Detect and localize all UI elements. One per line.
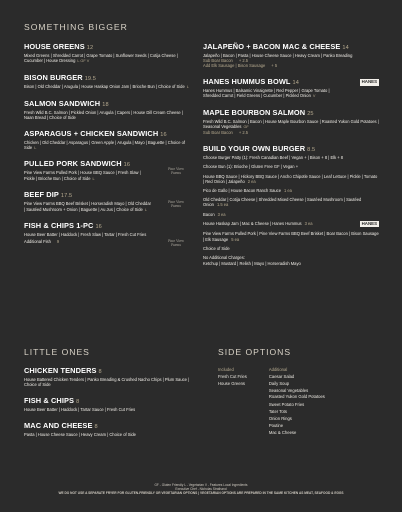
byo-option-text: Old Cheddar | Cotija Cheese | Shredded Mixed Cheese | Sautéed Mushroom | Sautéed Onion bbox=[203, 197, 362, 208]
right-menu-column bbox=[203, 42, 379, 270]
included-sides bbox=[218, 366, 247, 436]
byo-options-list bbox=[203, 164, 379, 266]
pine-view-farms-logo: Pine View Farms bbox=[168, 200, 184, 209]
dietary-tag: GF bbox=[243, 125, 249, 130]
byo-option-text: Pico de Gallo | House Bacon Ranch Sauce bbox=[203, 187, 281, 193]
item-price: 14 bbox=[342, 45, 349, 51]
additional-heading: Additional bbox=[268, 367, 288, 372]
byo-option-text: House Haskap Jam | Mac & Cheese | Hanes Hummus bbox=[203, 220, 302, 226]
item-name: BEEF DIP bbox=[24, 190, 59, 200]
side-item: Fresh Cut Fries bbox=[218, 374, 247, 379]
menu-item-beef-dip bbox=[24, 190, 189, 212]
side-options-table bbox=[218, 366, 331, 436]
addon-price: + 5 bbox=[271, 63, 278, 69]
menu-item-kids-fish-and-chips bbox=[24, 396, 194, 412]
menu-item-chicken-tenders bbox=[24, 366, 194, 387]
addon-label: Sub Boar Bacon bbox=[203, 58, 233, 64]
item-price: 12 bbox=[86, 45, 94, 51]
menu-item-fish-and-chips bbox=[24, 221, 189, 247]
item-description: Hanes Hummus | Balsamic Vinaigrette | Red Pepper | Grape Tomato | Shredded Carrot | Field Greens | Cucumber | Pickled Onion bbox=[203, 88, 330, 99]
menu-item-house-greens bbox=[24, 42, 189, 64]
item-name: FISH & CHIPS 1-PC bbox=[24, 221, 94, 231]
byo-option-price: 1 ea bbox=[283, 187, 292, 193]
item-description: Mixed Greens | Shredded Carrot | Grape Tomato | Sunflower Seeds | Cotija Cheese | Cucumber | House Dressing bbox=[24, 53, 178, 64]
item-price: 8 bbox=[94, 423, 98, 430]
byo-option-price: 1.5 ea bbox=[216, 202, 229, 208]
byo-option-text: Ketchup | Mustard | Relish | Mayo | Horseradish Mayo bbox=[203, 261, 301, 267]
side-item: Mac & Cheese bbox=[268, 430, 297, 435]
byo-option-row bbox=[203, 255, 379, 260]
byo-option-text: House BBQ Sauce | Hickory BBQ Sauce | Ancho Chipotle Sauce | Leaf Lettuce | Pickle | Tomato | Red Onion | Jalapeño bbox=[203, 173, 378, 184]
side-item: Roasted Yukon Gold Potatoes bbox=[268, 394, 325, 399]
byo-option-row bbox=[203, 212, 379, 217]
byo-option-row bbox=[203, 197, 379, 207]
additional-sides bbox=[269, 366, 331, 436]
byo-option-row bbox=[203, 246, 379, 251]
menu-item-pulled-pork-sandwich bbox=[24, 159, 189, 181]
item-name: HANES HUMMUS BOWL bbox=[203, 77, 291, 87]
side-item: Caesar Salad bbox=[268, 374, 295, 379]
side-item: Poutine bbox=[268, 423, 284, 428]
menu-item-bison-burger bbox=[24, 73, 189, 90]
item-name: HOUSE GREENS bbox=[24, 42, 85, 51]
item-name: MAPLE BOURBON SALMON bbox=[203, 108, 306, 118]
hanes-logo: HANES bbox=[361, 79, 377, 85]
side-item: House Greens bbox=[218, 381, 245, 386]
hanes-logo: HANES bbox=[361, 220, 377, 226]
byo-option-row bbox=[203, 188, 379, 193]
included-heading: Included bbox=[218, 367, 234, 372]
item-description: Bison | Old Cheddar | Arugula | House Haskap Onion Jam | Brioche Bun | Choice of Side bbox=[24, 83, 185, 89]
item-description: Pasta | House Cheese Sauce | Heavy Cream | Choice of Side bbox=[24, 431, 136, 437]
item-price: 8.5 bbox=[307, 147, 316, 154]
item-name: ASPARAGUS + CHICKEN SANDWICH bbox=[24, 128, 159, 138]
menu-item-build-your-own-burger bbox=[203, 144, 379, 160]
item-name: PULLED PORK SANDWICH bbox=[24, 159, 122, 169]
item-price: 25 bbox=[307, 111, 314, 118]
dietary-tag: L bbox=[34, 145, 37, 150]
addon-price: + 2.5 bbox=[238, 58, 249, 64]
byo-option-price: 5 ea bbox=[231, 236, 240, 242]
side-item: Daily Soup bbox=[268, 381, 290, 386]
item-price: 8 bbox=[76, 398, 80, 405]
little-ones-column bbox=[24, 366, 194, 445]
item-description: Jalapeño | Bacon | Pasta | House Cheese Sauce | Heavy Cream | Panko Breading bbox=[203, 53, 353, 58]
item-description: House Beer Batter | Haddock | Tartar Sauce | Fresh Cut Fries bbox=[24, 406, 136, 412]
item-name: SALMON SANDWICH bbox=[24, 98, 101, 108]
item-description: Pine View Farms BBQ Beef Brisket | Horseradish Mayo | Old Cheddar | Sautéed Mushroom + Onion | Baguette | Au Jus | Choice of Side bbox=[24, 201, 151, 212]
item-name: FISH & CHIPS bbox=[24, 395, 75, 405]
side-item: Seasonal Vegetables bbox=[268, 388, 309, 393]
byo-option-text: No Additional Charges: bbox=[203, 254, 245, 260]
dietary-tag: L bbox=[186, 84, 189, 89]
side-item: Onion Rings bbox=[268, 416, 292, 421]
section-title-something-bigger: SOMETHING BIGGER bbox=[24, 22, 128, 32]
menu-item-mac-and-cheese bbox=[24, 421, 194, 437]
byo-option-price: 3 ea bbox=[217, 211, 226, 217]
addon-label: Add Elk Sausage | Bison Sausage bbox=[203, 63, 266, 69]
dietary-tag: L GF V bbox=[77, 59, 90, 64]
menu-item-salmon-sandwich bbox=[24, 99, 189, 120]
menu-item-hanes-hummus-bowl bbox=[203, 77, 379, 99]
item-price: 16 bbox=[160, 131, 167, 138]
side-item: Sweet Potato Fries bbox=[268, 402, 305, 407]
byo-option-text: Bacon bbox=[203, 211, 215, 217]
item-name: JALAPEÑO + BACON MAC & CHEESE bbox=[203, 42, 341, 51]
item-description: Pine View Farms Pulled Pork | House BBQ Sauce | Fresh Slaw | Pickle | Brioche Bun | Choice of Side bbox=[24, 170, 141, 181]
item-description: House Battered Chicken Tenders | Panko Breading & Crushed Nacho Chips | Plum Sauce | Choice of Side bbox=[24, 377, 190, 388]
item-description: Choose Burger Patty (1): Fresh Canadian Beef | Vegan + | Bison + 8 | Elk + 8 bbox=[203, 155, 344, 161]
dietary-tag: L bbox=[144, 207, 147, 212]
addon-price: 9 bbox=[56, 239, 60, 245]
item-price: 16 bbox=[123, 162, 131, 169]
byo-option-row bbox=[203, 164, 379, 169]
item-name: MAC AND CHEESE bbox=[24, 420, 93, 430]
item-name: CHICKEN TENDERS bbox=[24, 366, 97, 375]
addon-label: Sub Boar Bacon bbox=[203, 130, 233, 136]
item-name: BUILD YOUR OWN BURGER bbox=[203, 144, 306, 154]
footer bbox=[0, 483, 402, 496]
dietary-legend: GF - Gluten Friendly L - Vegetarian V - Features Local Ingredients bbox=[154, 483, 248, 487]
byo-option-row bbox=[203, 231, 379, 241]
left-menu-column bbox=[24, 42, 189, 256]
byo-option-price: 3 ea bbox=[304, 220, 313, 226]
pine-view-farms-logo: Pine View Farms bbox=[168, 167, 184, 176]
dietary-tag: L bbox=[92, 176, 95, 181]
item-price: 8 bbox=[98, 369, 102, 375]
byo-option-row bbox=[203, 261, 379, 266]
menu-item-asparagus-chicken-sandwich bbox=[24, 129, 189, 151]
item-description: Fresh Wild B.C. Salmon | Bacon | House Maple Bourbon Sauce | Roasted Yukon Gold Potatoes | Seasonal Vegetables bbox=[203, 119, 379, 130]
byo-option-row bbox=[203, 174, 379, 184]
byo-option-price: 2 ea bbox=[247, 178, 256, 184]
addon-price: + 2.5 bbox=[238, 130, 249, 136]
allergy-note: WE DO NOT USE A SEPARATE FRYER FOR GLUTEN-FRIENDLY OR VEGETARIAN OPTIONS | VEGETARIAN OPTIONS ARE PREPARED IN THE SAME KITCHEN AS MEAT, SEAFOOD & EGGS bbox=[58, 491, 344, 496]
menu-item-jalapeno-bacon-mac bbox=[203, 42, 379, 69]
byo-option-row bbox=[203, 221, 343, 226]
section-title-side-options: SIDE OPTIONS bbox=[218, 347, 292, 357]
byo-option-text: Pine View Farms Pulled Pork | Pine View Farms BBQ Beef Brisket | Boar Bacon | Bison Sausage | Elk Sausage bbox=[203, 231, 379, 242]
byo-option-text: Choose Bun (1): Brioche | Gluten Free GF | Vegan + bbox=[203, 164, 299, 170]
item-description: Chicken | Old Cheddar | Asparagus | Green Apple | Arugula | Mayo | Baguette | Choice of Side bbox=[24, 139, 186, 150]
pine-view-farms-logo: Pine View Farms bbox=[168, 239, 184, 248]
item-price: 19.5 bbox=[84, 75, 96, 82]
item-name: BISON BURGER bbox=[24, 72, 83, 82]
item-price: 16 bbox=[95, 224, 102, 231]
menu-item-maple-bourbon-salmon bbox=[203, 108, 379, 136]
addon-label: Additional Fish bbox=[24, 239, 51, 245]
dietary-tag: V bbox=[312, 94, 316, 99]
byo-option-text: Choice of Side bbox=[203, 245, 230, 251]
section-title-little-ones: LITTLE ONES bbox=[24, 347, 90, 357]
item-description: House Beer Batter | Haddock | Fresh Slaw | Tartar | Fresh Cut Fries bbox=[24, 232, 147, 238]
item-price: 18 bbox=[102, 101, 109, 108]
item-description: Fresh Wild B.C. Salmon | Pickled Onion | Arugula | Capers | House Dill Cream Cheese | Naan Bread | Choice of Side bbox=[24, 109, 183, 120]
item-price: 17.5 bbox=[60, 193, 73, 200]
executive-chef: Executive Chef - Nicholas Strathand bbox=[175, 487, 227, 492]
side-item: Tater Tots bbox=[268, 409, 287, 414]
item-price: 14 bbox=[292, 80, 299, 87]
